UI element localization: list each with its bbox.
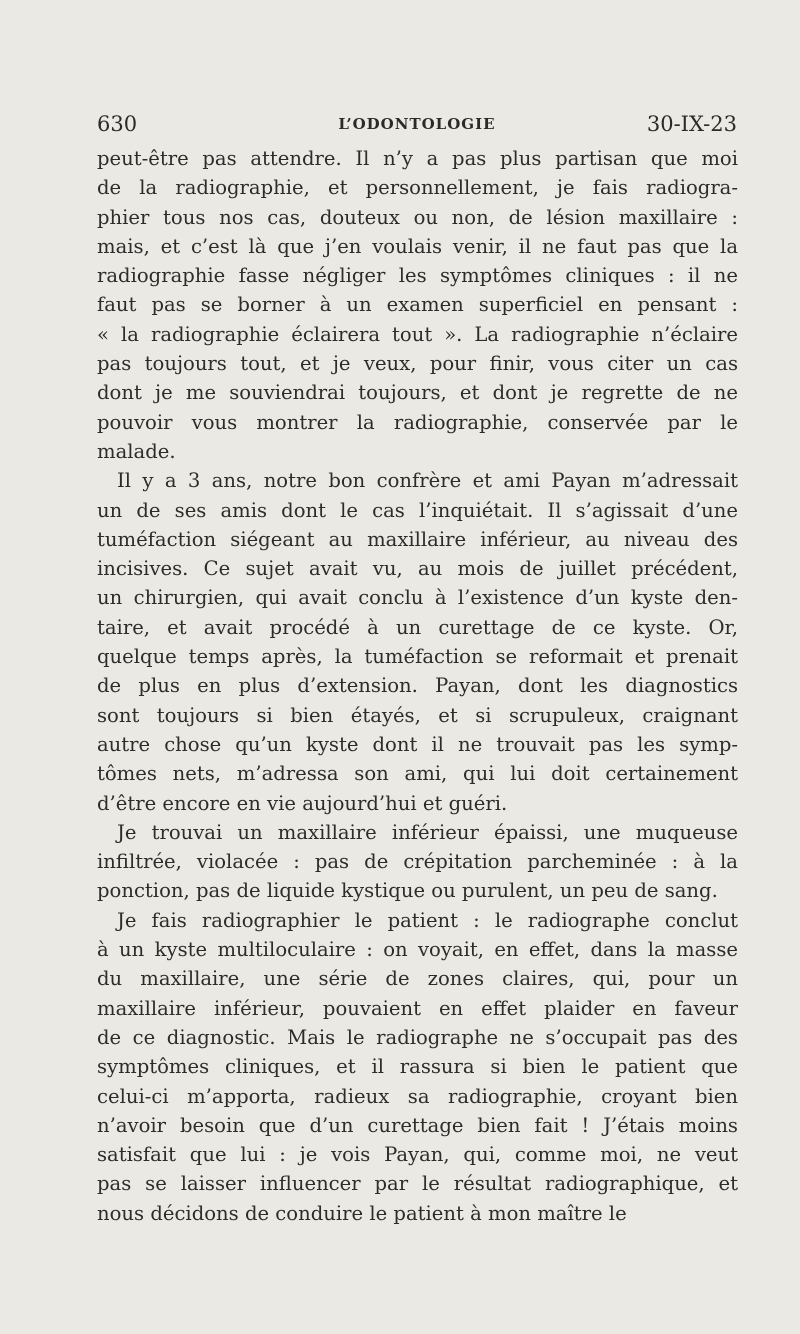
text-line: infiltrée, violacée : pas de crépitation parcheminée : à la bbox=[97, 850, 738, 874]
text-line: Il y a 3 ans, notre bon confrère et ami Payan m’adressait bbox=[117, 469, 738, 493]
text-line: peut-être pas attendre. Il n’y a pas plus partisan que moi bbox=[97, 147, 738, 170]
text-line: Je fais radiographier le patient : le radiographe conclut bbox=[117, 908, 738, 932]
text-line: phier tous nos cas, douteux ou non, de lésion maxillaire : bbox=[97, 205, 738, 229]
text-line: ponction, pas de liquide kystique ou purulent, un peu de sang. bbox=[97, 879, 718, 903]
text-line: quelque temps après, la tuméfaction se reformait et prenait bbox=[97, 645, 738, 669]
running-header bbox=[97, 112, 737, 140]
text-line: « la radiographie éclairera tout ». La radiographie n’éclaire bbox=[97, 322, 738, 346]
text-line: de la radiographie, et personnellement, je fais radiogra- bbox=[97, 176, 738, 200]
text-line: incisives. Ce sujet avait vu, au mois de juillet précédent, bbox=[97, 557, 738, 581]
paragraph bbox=[97, 906, 738, 1228]
text-line: symptômes cliniques, et il rassura si bien le patient que bbox=[97, 1055, 738, 1079]
text-line: Je trouvai un maxillaire inférieur épaissi, une muqueuse bbox=[117, 820, 738, 844]
issue-date: 30-IX-23 bbox=[646, 112, 737, 136]
text-line: pouvoir vous montrer la radiographie, conservée par le bbox=[97, 410, 738, 434]
text-line: n’avoir besoin que d’un curettage bien fait ! J’étais moins bbox=[97, 1113, 738, 1137]
text-line: faut pas se borner à un examen superficiel en pensant : bbox=[97, 293, 738, 317]
text-line: sont toujours si bien étayés, et si scrupuleux, craignant bbox=[97, 703, 738, 727]
page-number: 630 bbox=[97, 112, 138, 136]
text-line: malade. bbox=[97, 439, 176, 463]
text-line: autre chose qu’un kyste dont il ne trouvait pas les symp- bbox=[97, 732, 738, 756]
text-line: celui-ci m’apporta, radieux sa radiographie, croyant bien bbox=[97, 1084, 738, 1108]
text-line: maxillaire inférieur, pouvaient en effet plaider en faveur bbox=[97, 996, 738, 1020]
text-line: pas toujours tout, et je veux, pour finir, vous citer un cas bbox=[97, 352, 738, 376]
paragraph bbox=[97, 818, 738, 906]
text-line: de plus en plus d’extension. Payan, dont les diagnostics bbox=[97, 674, 738, 698]
text-line: pas se laisser influencer par le résultat radiographique, et bbox=[97, 1172, 738, 1196]
paragraph bbox=[97, 144, 738, 466]
text-line: un chirurgien, qui avait conclu à l’existence d’un kyste den- bbox=[97, 586, 738, 610]
text-line: taire, et avait procédé à un curettage de ce kyste. Or, bbox=[97, 615, 738, 639]
text-line: tuméfaction siégeant au maxillaire inférieur, au niveau des bbox=[97, 527, 738, 551]
text-line: à un kyste multiloculaire : on voyait, en effet, dans la masse bbox=[97, 938, 738, 962]
text-line: du maxillaire, une série de zones claires, qui, pour un bbox=[97, 967, 738, 991]
journal-title: L’ODONTOLOGIE bbox=[338, 115, 496, 133]
text-line: tômes nets, m’adressa son ami, qui lui doit certainement bbox=[97, 762, 738, 786]
text-line: dont je me souviendrai toujours, et dont je regrette de ne bbox=[97, 381, 738, 405]
paragraph bbox=[97, 466, 738, 818]
text-line: satisfait que lui : je vois Payan, qui, comme moi, ne veut bbox=[97, 1143, 738, 1167]
body-text bbox=[97, 144, 738, 1228]
text-line: de ce diagnostic. Mais le radiographe ne s’occupait pas des bbox=[97, 1025, 738, 1049]
text-line: mais, et c’est là que j’en voulais venir, il ne faut pas que la bbox=[97, 234, 738, 258]
text-line: d’être encore en vie aujourd’hui et guéri. bbox=[97, 791, 508, 815]
text-line: radiographie fasse négliger les symptômes cliniques : il ne bbox=[97, 264, 738, 288]
text-line: un de ses amis dont le cas l’inquiétait. Il s’agissait d’une bbox=[97, 498, 738, 522]
text-line: nous décidons de conduire le patient à mon maître le bbox=[97, 1201, 627, 1225]
